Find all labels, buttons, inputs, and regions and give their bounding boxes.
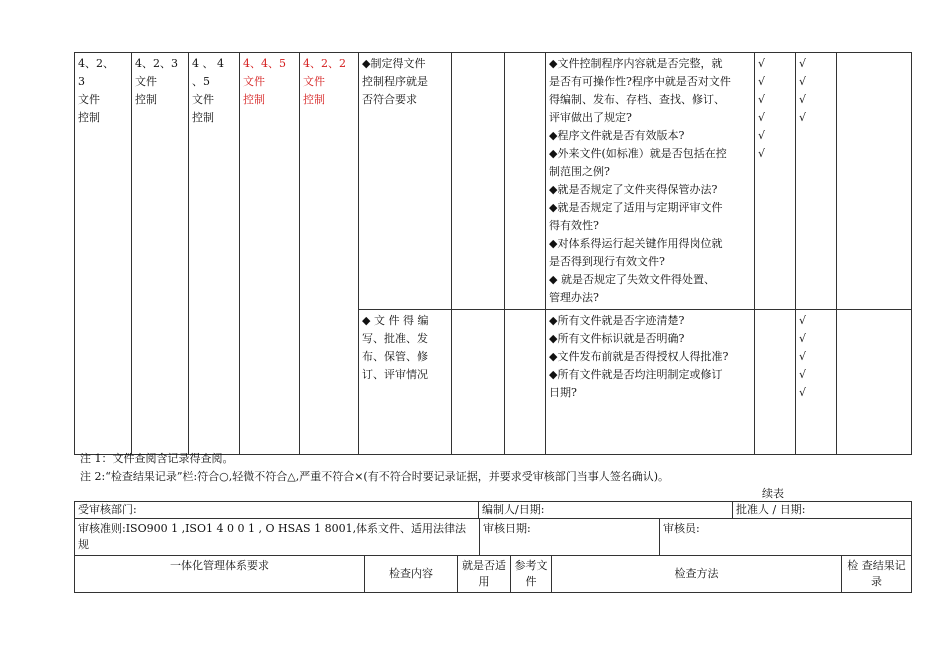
col-reference: 参考文件 [511,556,552,593]
clause-cell [240,53,300,455]
col-result: 检 查结果记录 [842,556,912,593]
applicable-cell [452,310,505,455]
col-applicable: 就是否适用 [458,556,511,593]
clause-cell [189,53,240,455]
check-mark: √ [799,368,807,381]
check-content-line: 控制程序就是 [362,75,428,88]
result-marks-a [755,53,796,310]
reference-cell [505,310,546,455]
column-header-table [74,555,912,593]
clause-line: 控制 [78,111,100,124]
check-method-line: ◆所有文件就是否字迹清楚? [549,314,685,327]
reference-cell [505,53,546,310]
check-method-line: ◆文件控制程序内容就是否完整，就 [549,57,723,70]
clause-line: 控制 [135,93,157,106]
clause-cell [132,53,189,455]
clause-cell [300,53,359,455]
check-method-line: 管理办法? [549,291,599,304]
clause-line: 4 、 4 [192,57,224,70]
check-mark: √ [758,57,766,70]
clause-line: 文件 [192,93,214,106]
check-mark: √ [799,111,807,124]
dept-label: 受审核部门: [75,502,479,519]
check-method-line: ◆所有文件就是否均注明制定或修订 [549,368,723,381]
check-content-line: 写、批准、发 [362,332,428,345]
check-content-line: 布、保管、修 [362,350,428,363]
check-content-line: 否符合要求 [362,93,417,106]
check-mark: √ [799,386,807,399]
clause-line: 4、4、5 [243,57,286,70]
check-mark: √ [758,75,766,88]
check-method-cell [546,53,755,310]
note-1: 注 1：文件查阅含记录得查阅。 [80,452,234,465]
clause-cell [75,53,132,455]
check-mark: √ [799,75,807,88]
header-table [74,501,912,519]
check-mark: √ [758,111,766,124]
check-content-cell [359,53,452,310]
check-content-line: ◆制定得文件 [362,57,426,70]
col-method: 检查方法 [552,556,842,593]
check-method-line: ◆文件发布前就是否得授权人得批准? [549,350,729,363]
empty-cell [837,53,912,310]
clause-line: 文件 [78,93,100,106]
col-content: 检查内容 [365,556,458,593]
auditor-label: 审核员: [660,519,912,556]
check-content-line: 订、评审情况 [362,368,428,381]
check-method-cell [546,310,755,455]
applicable-cell [452,53,505,310]
clause-line: 控制 [192,111,214,124]
check-method-line: ◆就是否规定了文件夹得保管办法? [549,183,718,196]
check-method-line: 得有效性? [549,219,599,232]
check-mark: √ [799,93,807,106]
check-method-line: ◆对体系得运行起关键作用得岗位就 [549,237,723,250]
check-method-line: 得编制、发布、存档、查找、修订、 [549,93,725,106]
check-method-line: 是否有可操作性?程序中就是否对文件 [549,75,731,88]
check-method-line: ◆ 就是否规定了失效文件得处置、 [549,273,715,286]
check-method-line: ◆所有文件标识就是否明确? [549,332,685,345]
result-marks-b [796,310,837,455]
note-2: 注 2:“检查结果记录”栏:符合○,轻微不符合△,严重不符合×(有不符合时要记录证据，并要求受审核部门当事人签名确认)。 [80,470,670,483]
check-method-line: ◆就是否规定了适用与定期评审文件 [549,201,723,214]
check-method-line: 制范围之例? [549,165,610,178]
clause-line: 、5 [192,75,210,88]
check-mark: √ [758,147,766,160]
check-mark: √ [799,332,807,345]
empty-cell [837,310,912,455]
check-mark: √ [799,57,807,70]
audit-criteria: 审核准则:ISO900 1 ,ISO1 4 0 0 1 , O HSAS 1 8001,体系文件、适用法律法规 [75,519,480,556]
criteria-table [74,518,912,556]
clause-line: 控制 [303,93,325,106]
audit-table [74,52,912,455]
editor-label: 编制人/日期: [479,502,733,519]
result-marks-b [796,53,837,310]
clause-line: 4、2、3 [135,57,178,70]
check-content-cell [359,310,452,455]
clause-line: 控制 [243,93,265,106]
audit-date-label: 审核日期: [480,519,660,556]
check-method-line: 是否得到现行有效文件? [549,255,665,268]
continued-label: 续表 [762,487,784,500]
clause-line: 文件 [303,75,325,88]
clause-line: 文件 [243,75,265,88]
check-method-line: ◆外来文件(如标准）就是否包括在控 [549,147,727,160]
check-content-line: ◆ 文 件 得 编 [362,314,429,327]
check-method-line: 日期? [549,386,577,399]
check-mark: √ [758,129,766,142]
clause-line: 文件 [135,75,157,88]
check-mark: √ [799,350,807,363]
check-mark: √ [758,93,766,106]
check-mark: √ [799,314,807,327]
check-method-line: 评审做出了规定? [549,111,632,124]
clause-line: 4、2、2 [303,57,346,70]
clause-line: 3 [78,75,85,88]
col-requirements: 一体化管理体系要求 [75,556,365,593]
check-method-line: ◆程序文件就是否有效版本? [549,129,685,142]
result-marks-a [755,310,796,455]
approver-label: 批准人 / 日期: [733,502,912,519]
clause-line: 4、2、 [78,57,114,70]
